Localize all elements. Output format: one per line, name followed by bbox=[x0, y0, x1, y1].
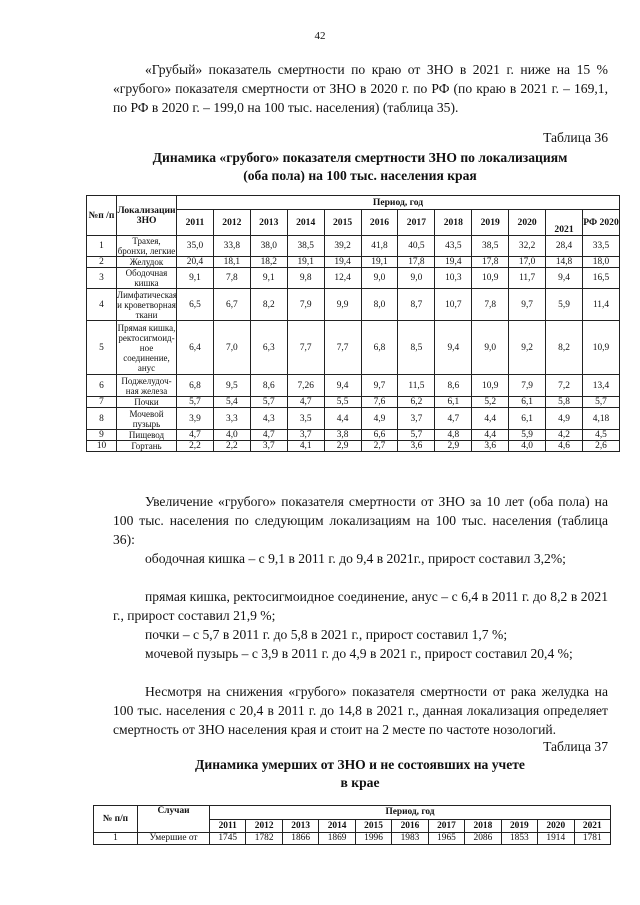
table36-title-line2: (оба пола) на 100 тыс. населения края bbox=[243, 168, 477, 183]
value-cell: 2,9 bbox=[435, 441, 472, 452]
table-row bbox=[87, 441, 620, 452]
table37-label: Таблица 37 bbox=[543, 739, 608, 754]
value-cell: 9,4 bbox=[324, 375, 361, 397]
value-cell: 7,26 bbox=[287, 375, 324, 397]
value-cell: 4,4 bbox=[472, 408, 509, 430]
value-cell: 4,9 bbox=[546, 408, 583, 430]
table36-title-line1: Динамика «грубого» показателя смертности ЗНО по локализациям bbox=[152, 150, 568, 165]
value-cell: 2086 bbox=[465, 833, 501, 845]
value-cell: 1853 bbox=[501, 833, 537, 845]
value-cell: 11,4 bbox=[582, 289, 619, 321]
value-cell: 7,0 bbox=[213, 321, 250, 375]
value-cell: 11,5 bbox=[398, 375, 435, 397]
row-label: Желудок bbox=[117, 257, 177, 268]
table37-title bbox=[100, 756, 620, 792]
value-cell: 4,1 bbox=[287, 441, 324, 452]
value-cell: 5,7 bbox=[250, 397, 287, 408]
value-cell: 19,4 bbox=[435, 257, 472, 268]
value-cell: 18,0 bbox=[582, 257, 619, 268]
value-cell: 3,5 bbox=[287, 408, 324, 430]
value-cell: 9,5 bbox=[213, 375, 250, 397]
value-cell: 5,2 bbox=[472, 397, 509, 408]
value-cell: 11,7 bbox=[509, 268, 546, 289]
row-label: Умершие от bbox=[138, 833, 210, 845]
table36 bbox=[86, 195, 620, 452]
row-number: 1 bbox=[87, 236, 117, 257]
value-cell: 3,7 bbox=[250, 441, 287, 452]
body-paragraph: Несмотря на снижения «грубого» показателя смертности от рака желудка на 100 тыс. населения с 20,4 в 2011 г. до 14,8 в 2021 г., данная локализация определяет смертность от ЗНО населения края и стоит на 2 месте по частоте нозологий. bbox=[113, 684, 608, 737]
value-cell: 33,8 bbox=[213, 236, 250, 257]
value-cell: 1782 bbox=[246, 833, 282, 845]
value-cell: 3,6 bbox=[472, 441, 509, 452]
value-cell: 38,5 bbox=[472, 236, 509, 257]
table36-header-period: Период, год bbox=[177, 196, 620, 210]
table37-year: 2012 bbox=[246, 820, 282, 833]
value-cell: 6,1 bbox=[435, 397, 472, 408]
table36-year: 2021 bbox=[546, 210, 583, 236]
value-cell: 10,9 bbox=[582, 321, 619, 375]
value-cell: 38,5 bbox=[287, 236, 324, 257]
row-number: 7 bbox=[87, 397, 117, 408]
value-cell: 7,8 bbox=[213, 268, 250, 289]
value-cell: 8,6 bbox=[250, 375, 287, 397]
value-cell: 3,6 bbox=[398, 441, 435, 452]
table37 bbox=[93, 805, 611, 845]
table36-header-num: №п /п bbox=[87, 196, 117, 236]
value-cell: 1983 bbox=[392, 833, 428, 845]
value-cell: 9,7 bbox=[361, 375, 398, 397]
value-cell: 5,7 bbox=[582, 397, 619, 408]
row-label: Мочевой пузырь bbox=[117, 408, 177, 430]
table37-title-line1: Динамика умерших от ЗНО и не состоявших на учете bbox=[195, 757, 525, 772]
table36-label: Таблица 36 bbox=[543, 130, 608, 145]
value-cell: 4,7 bbox=[435, 408, 472, 430]
table37-year: 2018 bbox=[465, 820, 501, 833]
table36-year: 2017 bbox=[398, 210, 435, 236]
table36-year: 2018 bbox=[435, 210, 472, 236]
value-cell: 9,4 bbox=[435, 321, 472, 375]
value-cell: 2,6 bbox=[582, 441, 619, 452]
value-cell: 6,6 bbox=[361, 430, 398, 441]
value-cell: 7,6 bbox=[361, 397, 398, 408]
value-cell: 4,7 bbox=[287, 397, 324, 408]
value-cell: 1866 bbox=[282, 833, 318, 845]
value-cell: 3,8 bbox=[324, 430, 361, 441]
value-cell: 7,7 bbox=[324, 321, 361, 375]
value-cell: 16,5 bbox=[582, 268, 619, 289]
value-cell: 9,0 bbox=[398, 268, 435, 289]
row-label: Ободочная кишка bbox=[117, 268, 177, 289]
body-paragraph: почки – с 5,7 в 2011 г. до 5,8 в 2021 г., прирост составил 1,7 %; bbox=[145, 627, 508, 642]
value-cell: 6,4 bbox=[177, 321, 214, 375]
value-cell: 38,0 bbox=[250, 236, 287, 257]
value-cell: 5,9 bbox=[509, 430, 546, 441]
body-paragraph: Увеличение «грубого» показателя смертности от ЗНО за 10 лет (оба пола) на 100 тыс. населения по следующим локализациям на 100 тыс. населения (таблица 36): bbox=[113, 494, 608, 547]
table36-year: 2014 bbox=[287, 210, 324, 236]
table37-year: 2015 bbox=[355, 820, 391, 833]
value-cell: 4,6 bbox=[546, 441, 583, 452]
value-cell: 4,2 bbox=[546, 430, 583, 441]
value-cell: 4,7 bbox=[250, 430, 287, 441]
value-cell: 7,7 bbox=[287, 321, 324, 375]
value-cell: 1914 bbox=[538, 833, 574, 845]
table37-header-case: Случаи bbox=[138, 806, 210, 833]
value-cell: 6,5 bbox=[177, 289, 214, 321]
table-row bbox=[87, 397, 620, 408]
value-cell: 10,3 bbox=[435, 268, 472, 289]
row-label: Трахея, бронхи, легкие bbox=[117, 236, 176, 256]
value-cell: 1996 bbox=[355, 833, 391, 845]
value-cell: 4,18 bbox=[582, 408, 619, 430]
value-cell: 19,1 bbox=[361, 257, 398, 268]
value-cell: 17,8 bbox=[398, 257, 435, 268]
value-cell: 18,2 bbox=[250, 257, 287, 268]
value-cell: 2,9 bbox=[324, 441, 361, 452]
value-cell: 4,8 bbox=[435, 430, 472, 441]
table37-year: 2017 bbox=[428, 820, 464, 833]
value-cell: 41,8 bbox=[361, 236, 398, 257]
table-row bbox=[87, 408, 620, 430]
table-row bbox=[87, 268, 620, 289]
value-cell: 9,1 bbox=[177, 268, 214, 289]
value-cell: 35,0 bbox=[177, 236, 214, 257]
body-paragraph: мочевой пузырь – с 3,9 в 2011 г. до 4,9 в 2021 г., прирост составил 20,4 %; bbox=[145, 646, 573, 661]
value-cell: 14,8 bbox=[546, 257, 583, 268]
row-label: Гортань bbox=[117, 441, 177, 452]
value-cell: 5,7 bbox=[177, 397, 214, 408]
value-cell: 9,0 bbox=[472, 321, 509, 375]
table37-year: 2021 bbox=[574, 820, 610, 833]
row-label: Пищевод bbox=[117, 430, 177, 441]
table36-year: 2011 bbox=[177, 210, 214, 236]
value-cell: 4,7 bbox=[177, 430, 214, 441]
value-cell: 20,4 bbox=[177, 257, 214, 268]
body-paragraph: прямая кишка, ректосигмоидное соединение, анус – с 6,4 в 2011 г. до 8,2 в 2021 г., прирост составил 21,9 %; bbox=[113, 589, 608, 623]
row-number: 4 bbox=[87, 289, 117, 321]
table36-year: 2016 bbox=[361, 210, 398, 236]
row-number: 9 bbox=[87, 430, 117, 441]
value-cell: 1781 bbox=[574, 833, 610, 845]
value-cell: 9,4 bbox=[546, 268, 583, 289]
value-cell: 2,7 bbox=[361, 441, 398, 452]
value-cell: 6,8 bbox=[177, 375, 214, 397]
table36-year-rf: РФ 2020 bbox=[582, 210, 619, 236]
row-number: 3 bbox=[87, 268, 117, 289]
value-cell: 32,2 bbox=[509, 236, 546, 257]
value-cell: 7,8 bbox=[472, 289, 509, 321]
value-cell: 8,0 bbox=[361, 289, 398, 321]
value-cell: 9,9 bbox=[324, 289, 361, 321]
value-cell: 8,2 bbox=[250, 289, 287, 321]
table-row bbox=[94, 833, 611, 845]
table37-title-line2: в крае bbox=[340, 775, 380, 790]
table-row bbox=[87, 375, 620, 397]
table37-header-period: Период, год bbox=[210, 806, 611, 820]
value-cell: 6,3 bbox=[250, 321, 287, 375]
value-cell: 10,7 bbox=[435, 289, 472, 321]
value-cell: 17,8 bbox=[472, 257, 509, 268]
value-cell: 10,9 bbox=[472, 375, 509, 397]
row-label: Лимфатическая и кроветворная ткани bbox=[117, 289, 178, 320]
table36-year: 2013 bbox=[250, 210, 287, 236]
table37-header-num: № п/п bbox=[94, 806, 138, 833]
value-cell: 12,4 bbox=[324, 268, 361, 289]
row-label: Прямая кишка, ректосигмоид-ное соединение, анус bbox=[117, 322, 176, 373]
table37-year: 2013 bbox=[282, 820, 318, 833]
table-row bbox=[87, 289, 620, 321]
value-cell: 8,6 bbox=[435, 375, 472, 397]
value-cell: 4,5 bbox=[582, 430, 619, 441]
value-cell: 7,2 bbox=[546, 375, 583, 397]
value-cell: 3,3 bbox=[213, 408, 250, 430]
value-cell: 5,4 bbox=[213, 397, 250, 408]
value-cell: 33,5 bbox=[582, 236, 619, 257]
row-number: 10 bbox=[87, 441, 117, 452]
table36-year: 2020 bbox=[509, 210, 546, 236]
value-cell: 28,4 bbox=[546, 236, 583, 257]
value-cell: 9,2 bbox=[509, 321, 546, 375]
table-row bbox=[87, 236, 620, 257]
value-cell: 8,5 bbox=[398, 321, 435, 375]
value-cell: 4,0 bbox=[213, 430, 250, 441]
value-cell: 9,8 bbox=[287, 268, 324, 289]
intro-paragraph: «Грубый» показатель смертности по краю от ЗНО в 2021 г. ниже на 15 % «грубого» показателя смертности от ЗНО в 2020 г. по РФ (по краю в 2021 г. – 169,1, по РФ в 2020 г. – 199,0 на 100 тыс. населения) (таблица 35). bbox=[113, 62, 608, 115]
value-cell: 2,2 bbox=[177, 441, 214, 452]
value-cell: 6,2 bbox=[398, 397, 435, 408]
table36-year: 2012 bbox=[213, 210, 250, 236]
table36-year: 2015 bbox=[324, 210, 361, 236]
value-cell: 6,8 bbox=[361, 321, 398, 375]
value-cell: 7,9 bbox=[287, 289, 324, 321]
value-cell: 2,2 bbox=[213, 441, 250, 452]
value-cell: 19,4 bbox=[324, 257, 361, 268]
value-cell: 3,7 bbox=[398, 408, 435, 430]
value-cell: 10,9 bbox=[472, 268, 509, 289]
table36-title bbox=[100, 149, 620, 185]
table-row bbox=[87, 321, 620, 375]
page-number: 42 bbox=[314, 30, 326, 42]
value-cell: 3,9 bbox=[177, 408, 214, 430]
value-cell: 9,0 bbox=[361, 268, 398, 289]
row-number: 2 bbox=[87, 257, 117, 268]
table37-body bbox=[94, 833, 611, 845]
table-row bbox=[87, 257, 620, 268]
value-cell: 3,7 bbox=[287, 430, 324, 441]
value-cell: 13,4 bbox=[582, 375, 619, 397]
value-cell: 8,2 bbox=[546, 321, 583, 375]
value-cell: 5,9 bbox=[546, 289, 583, 321]
row-number: 5 bbox=[87, 321, 117, 375]
value-cell: 40,5 bbox=[398, 236, 435, 257]
value-cell: 6,7 bbox=[213, 289, 250, 321]
table37-year: 2014 bbox=[319, 820, 355, 833]
value-cell: 1965 bbox=[428, 833, 464, 845]
value-cell: 4,0 bbox=[509, 441, 546, 452]
value-cell: 9,1 bbox=[250, 268, 287, 289]
value-cell: 5,7 bbox=[398, 430, 435, 441]
value-cell: 8,7 bbox=[398, 289, 435, 321]
value-cell: 4,3 bbox=[250, 408, 287, 430]
table-row bbox=[87, 430, 620, 441]
table37-year: 2019 bbox=[501, 820, 537, 833]
value-cell: 4,4 bbox=[472, 430, 509, 441]
value-cell: 6,1 bbox=[509, 397, 546, 408]
value-cell: 19,1 bbox=[287, 257, 324, 268]
value-cell: 1745 bbox=[210, 833, 246, 845]
body-paragraph: ободочная кишка – с 9,1 в 2011 г. до 9,4 в 2021г., прирост составил 3,2%; bbox=[145, 551, 566, 566]
value-cell: 39,2 bbox=[324, 236, 361, 257]
row-label: Почки bbox=[117, 397, 177, 408]
table37-year: 2016 bbox=[392, 820, 428, 833]
row-number: 6 bbox=[87, 375, 117, 397]
row-number: 8 bbox=[87, 408, 117, 430]
value-cell: 4,9 bbox=[361, 408, 398, 430]
value-cell: 5,8 bbox=[546, 397, 583, 408]
value-cell: 18,1 bbox=[213, 257, 250, 268]
table37-year: 2011 bbox=[210, 820, 246, 833]
value-cell: 9,7 bbox=[509, 289, 546, 321]
value-cell: 7,9 bbox=[509, 375, 546, 397]
row-label: Поджелудоч-ная железа bbox=[117, 375, 177, 397]
table36-year: 2019 bbox=[472, 210, 509, 236]
value-cell: 43,5 bbox=[435, 236, 472, 257]
table37-year: 2020 bbox=[538, 820, 574, 833]
value-cell: 6,1 bbox=[509, 408, 546, 430]
value-cell: 17,0 bbox=[509, 257, 546, 268]
row-number: 1 bbox=[94, 833, 138, 845]
value-cell: 1869 bbox=[319, 833, 355, 845]
table36-body bbox=[87, 236, 620, 452]
value-cell: 4,4 bbox=[324, 408, 361, 430]
table36-header-loc: Локализации ЗНО bbox=[117, 196, 177, 236]
value-cell: 5,5 bbox=[324, 397, 361, 408]
